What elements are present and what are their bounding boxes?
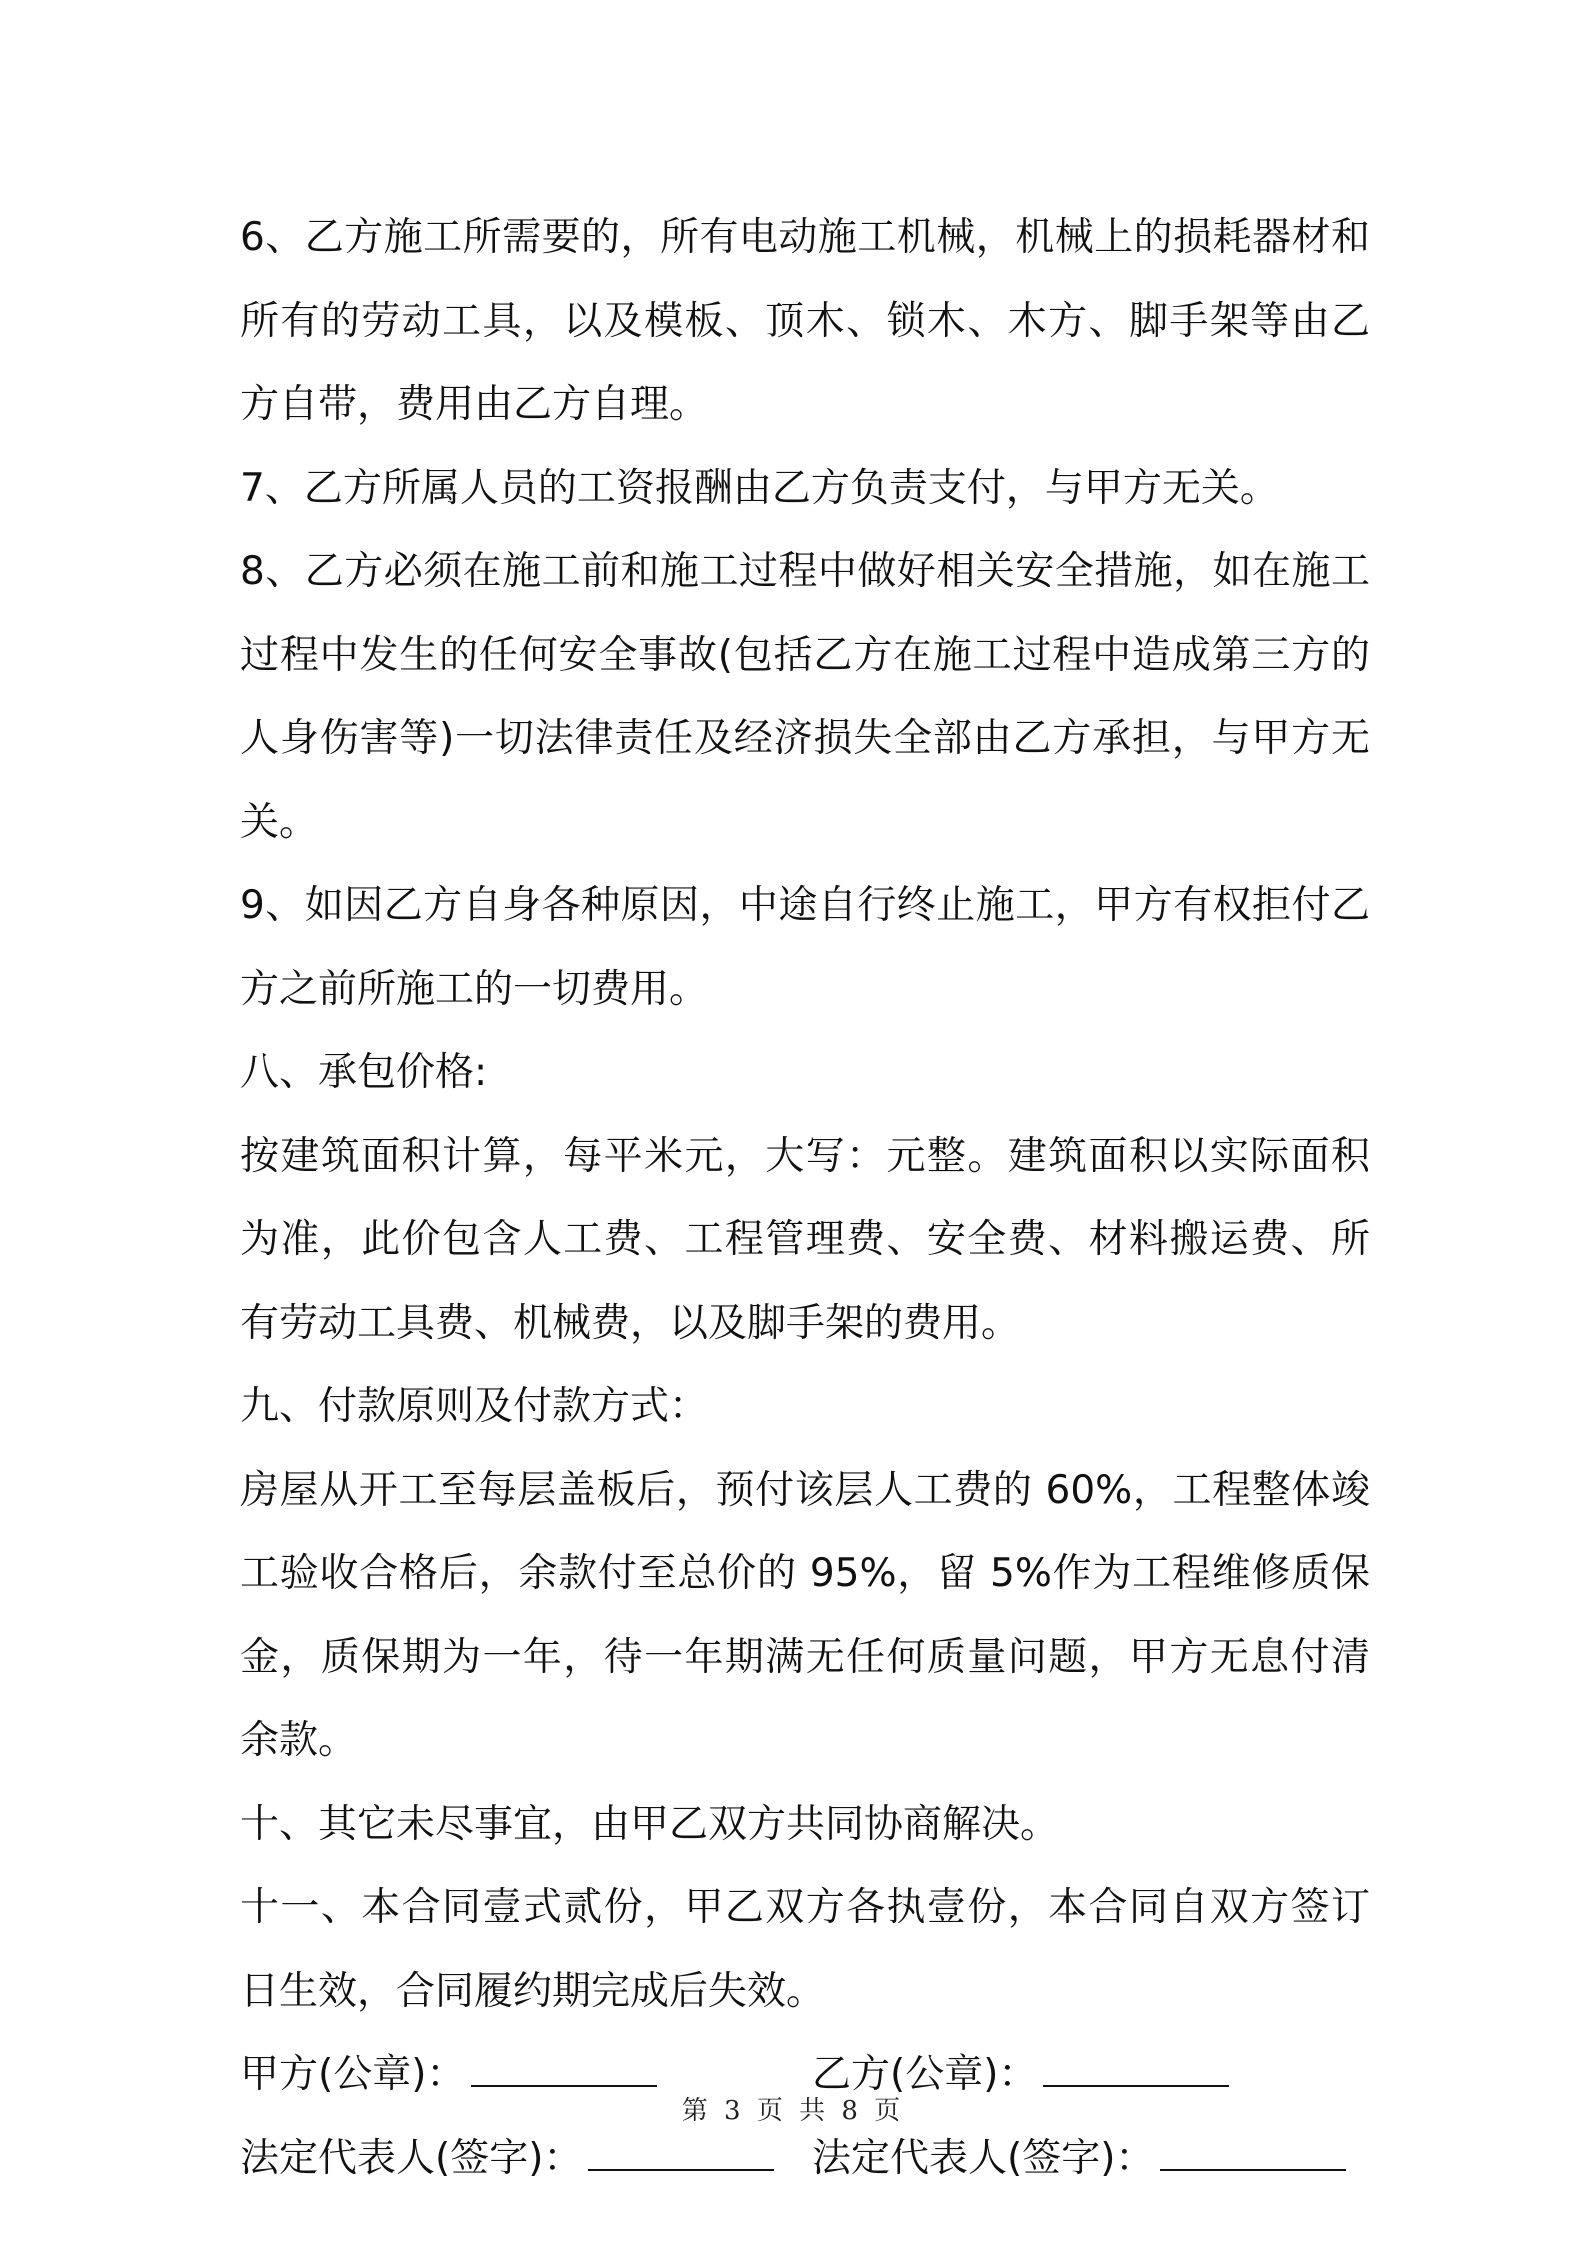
section-eleven-text: 十一、本合同壹式贰份，甲乙双方各执壹份，本合同自双方签订日生效，合同履约期完成后失效。 <box>240 1885 1370 2014</box>
clause-9: 9、如因乙方自身各种原因，中途自行终止施工，甲方有权拒付乙方之前所施工的一切费用。 <box>240 883 1370 1012</box>
section-heading-contract-price: 八、承包价格: <box>240 1050 488 1095</box>
clause-8: 8、乙方必须在施工前和施工过程中做好相关安全措施，如在施工过程中发生的任何安全事故(包括乙方在施工过程中造成第三方的人身伤害等)一切法律责任及经济损失全部由乙方承担，与甲方无关。 <box>240 549 1370 845</box>
party-b-seal-label: 乙方(公章)： <box>812 2052 1038 2097</box>
payment-terms-text: 房屋从开工至每层盖板后，预付该层人工费的 60%，工程整体竣工验收合格后，余款付至总价的 95%，留 5%作为工程维修质保金，质保期为一年，待一年期满无任何质量问题，甲方无息付清余款。 <box>240 1467 1370 1763</box>
clause-7: 7、乙方所属人员的工资报酬由乙方负责支付，与甲方无关。 <box>240 465 1279 511</box>
document-body <box>240 196 1370 2200</box>
party-a-seal-blank <box>471 2055 657 2087</box>
section-ten-text: 十、其它未尽事宜，由甲乙双方共同协商解决。 <box>240 1801 1060 1847</box>
contract-price-text: 按建筑面积计算，每平米元，大写：元整。建筑面积以实际面积为准，此价包含人工费、工程管理费、安全费、材料搬运费、所有劳动工具费、机械费，以及脚手架的费用。 <box>240 1133 1370 1346</box>
signature-row-representative <box>240 2117 1370 2201</box>
clause-6: 6、乙方施工所需要的，所有电动施工机械，机械上的损耗器材和所有的劳动工具，以及模板、顶木、锁木、木方、脚手架等由乙方自带，费用由乙方自理。 <box>240 215 1370 427</box>
party-a-seal-label: 甲方(公章)： <box>240 2052 466 2097</box>
party-b-rep-blank <box>1160 2139 1346 2171</box>
page-number-footer: 第 3 页 共 8 页 <box>681 2096 905 2126</box>
party-b-rep-field <box>812 2117 1346 2201</box>
party-a-rep-blank <box>588 2139 774 2171</box>
party-b-rep-label: 法定代表人(签字)： <box>812 2135 1155 2181</box>
party-a-rep-label: 法定代表人(签字)： <box>240 2135 583 2181</box>
section-heading-payment: 九、付款原则及付款方式： <box>240 1384 709 1429</box>
party-b-seal-blank <box>1043 2055 1229 2087</box>
party-a-rep-field <box>240 2117 812 2201</box>
